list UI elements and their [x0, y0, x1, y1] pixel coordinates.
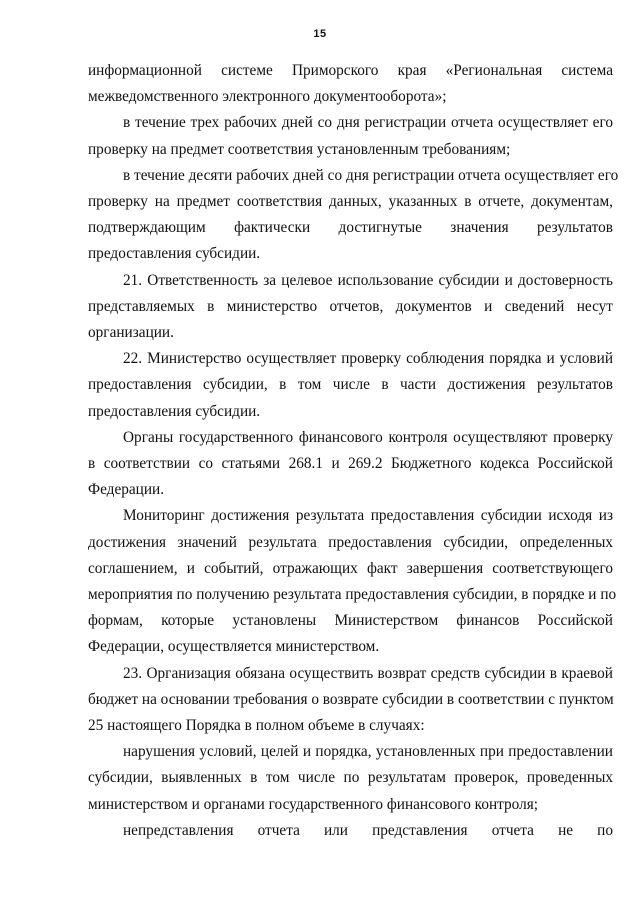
paragraph-line: организации. [88, 324, 174, 342]
paragraph-line: предоставления субсидии. [88, 245, 261, 263]
paragraph [88, 163, 619, 268]
paragraph [88, 425, 613, 504]
paragraph-line: мероприятия по получению результата предоставления субсидии, в порядке и по [88, 586, 617, 604]
paragraph-line: бюджет на основании требования о возврате субсидии в соответствии с пунктом [88, 690, 614, 708]
paragraph-line: подтверждающим фактически достигнутые значения результатов [88, 219, 613, 237]
paragraph-line: представляемых в министерство отчетов, документов и сведений несут [88, 297, 613, 315]
paragraph [88, 346, 613, 425]
paragraph-line: предоставления субсидии. [88, 402, 261, 420]
paragraph [88, 110, 613, 162]
paragraph-line: Федерации. [88, 481, 165, 499]
paragraph-line: субсидии, выявленных в том числе по результатам проверок, проведенных [88, 769, 613, 787]
paragraph [88, 503, 617, 660]
paragraph-line: 22. Министерство осуществляет проверку соблюдения порядка и условий [123, 350, 613, 368]
paragraph [88, 818, 613, 844]
paragraph [88, 58, 613, 110]
paragraph-line: в течение десяти рабочих дней со дня регистрации отчета осуществляет его [123, 166, 619, 184]
document-body [88, 58, 619, 844]
paragraph-line: предоставления субсидии, в том числе в части достижения результатов [88, 376, 613, 394]
paragraph-line: 23. Организация обязана осуществить возврат средств субсидии в краевой [123, 664, 613, 682]
paragraph-line: 25 настоящего Порядка в полном объеме в случаях: [88, 717, 425, 735]
paragraph-line: межведомственного электронного документооборота»; [88, 88, 447, 106]
paragraph-line: непредставления отчета или представления отчета не по [123, 821, 613, 839]
paragraph [88, 739, 613, 818]
paragraph-line: соглашением, и событий, отражающих факт завершения соответствующего [88, 559, 613, 577]
paragraph-line: нарушения условий, целей и порядка, установленных при предоставлении [123, 743, 613, 761]
paragraph-line: Мониторинг достижения результата предоставления субсидии исходя из [123, 507, 613, 525]
paragraph-line: проверку на предмет соответствия данных, указанных в отчете, документам, [88, 193, 613, 211]
paragraph-line: информационной системе Приморского края «Региональная система [88, 62, 613, 79]
paragraph-line: в соответствии со статьями 268.1 и 269.2 Бюджетного кодекса Российской [88, 455, 613, 473]
paragraph-line: проверку на предмет соответствия установленным требованиям; [88, 140, 511, 158]
paragraph-line: 21. Ответственность за целевое использование субсидии и достоверность [123, 271, 613, 289]
paragraph-line: Федерации, осуществляется министерством. [88, 638, 380, 656]
paragraph-line: достижения значений результата предоставления субсидии, определенных [88, 533, 613, 551]
paragraph-line: формам, которые установлены Министерством финансов Российской [88, 612, 613, 630]
paragraph [88, 268, 613, 347]
paragraph-line: в течение трех рабочих дней со дня регистрации отчета осуществляет его [123, 114, 613, 132]
paragraph [88, 661, 613, 740]
paragraph-line: Органы государственного финансового контроля осуществляют проверку [123, 428, 613, 446]
page-number: 15 [313, 28, 327, 40]
paragraph-line: министерством и органами государственного финансового контроля; [88, 795, 539, 813]
